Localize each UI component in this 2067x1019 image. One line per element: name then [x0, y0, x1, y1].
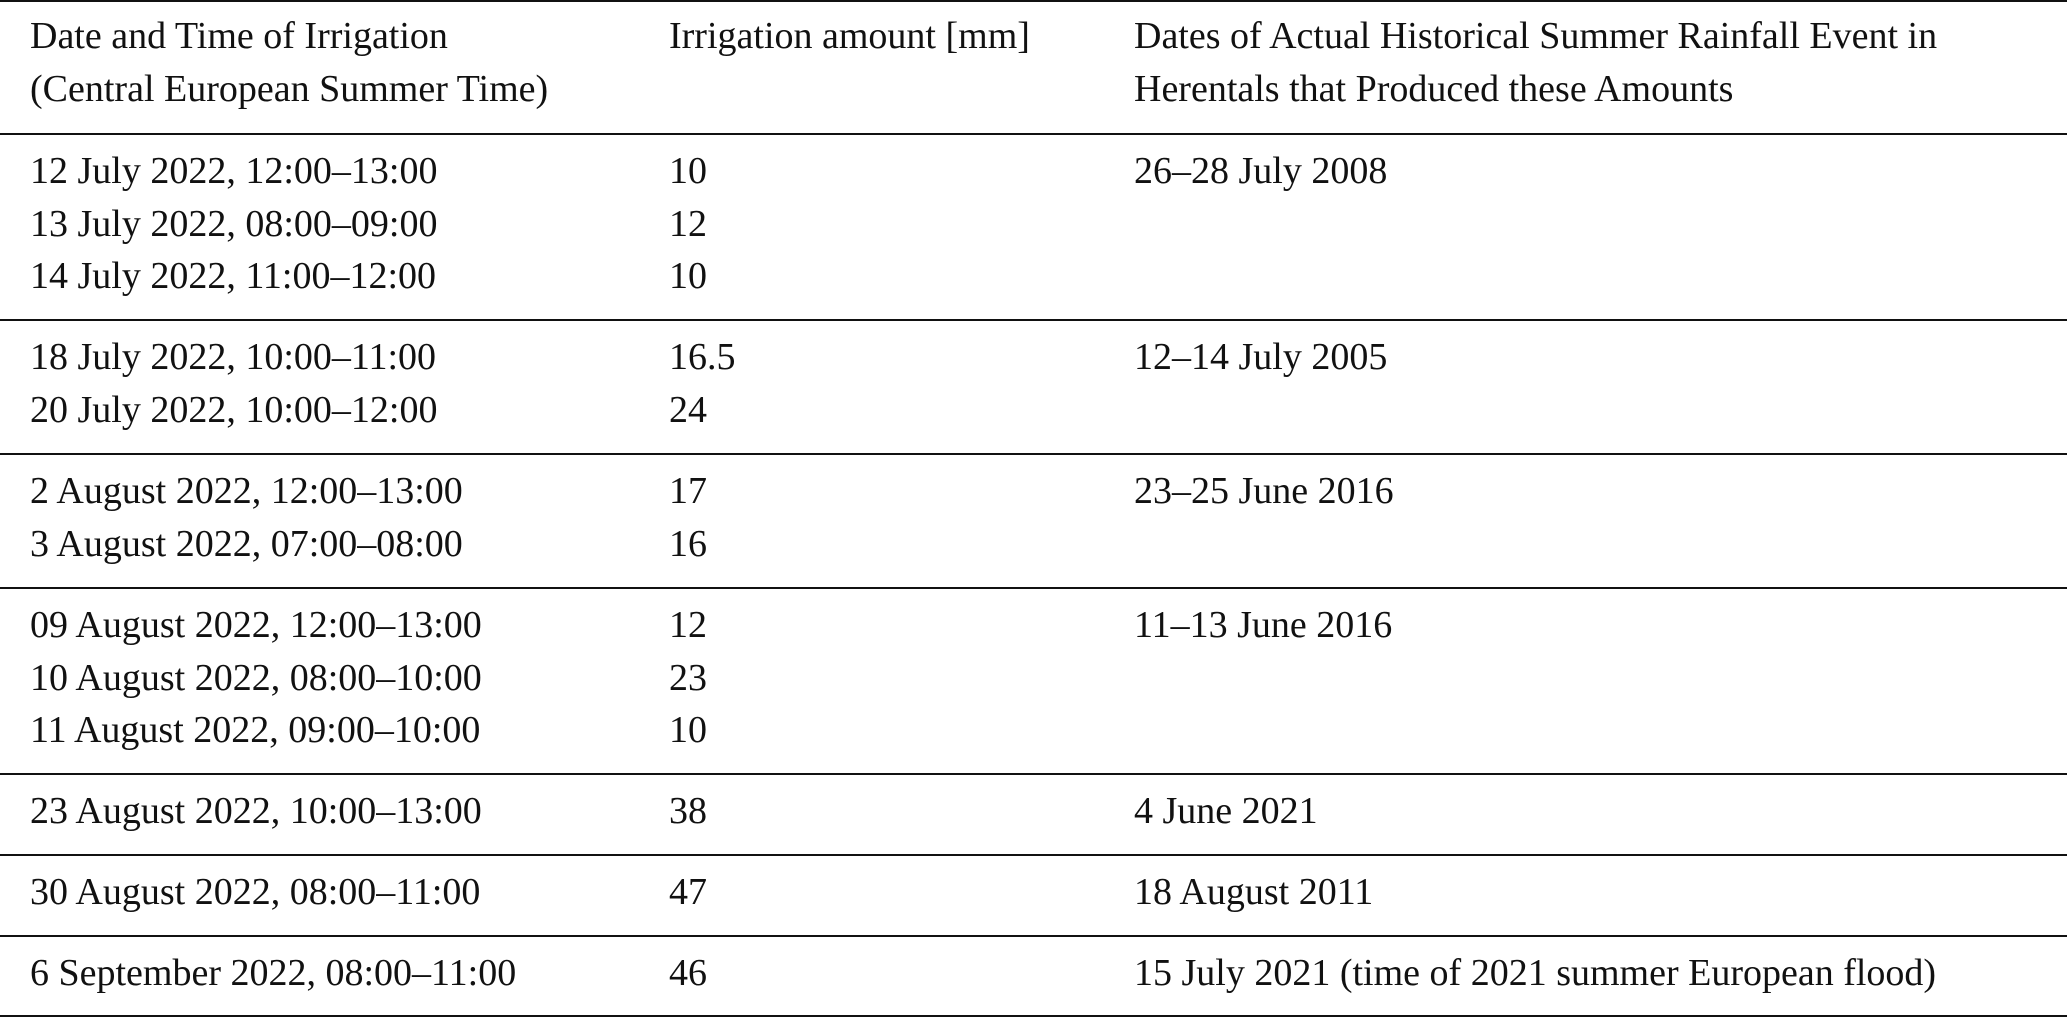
table-row-amount: 10	[669, 255, 707, 297]
table-row-event: 18 August 2011	[1134, 871, 1374, 913]
table-row-amount: 24	[669, 388, 707, 431]
group-7-amounts	[669, 947, 707, 1000]
group-4-times	[30, 599, 482, 757]
group-1-event	[1134, 145, 1387, 198]
group-2-times	[30, 331, 437, 436]
group-2-event	[1134, 331, 1387, 384]
table-row-amount: 47	[669, 871, 707, 913]
table-row-time: 10 August 2022, 08:00–10:00	[30, 656, 482, 699]
table-row-time: 14 July 2022, 11:00–12:00	[30, 255, 437, 297]
group-1-amounts	[669, 145, 707, 303]
table-row-event: 11–13 June 2016	[1134, 604, 1393, 646]
table-row-amount: 17	[669, 470, 707, 512]
table-row-time: 09 August 2022, 12:00–13:00	[30, 604, 482, 646]
header-irrigation-amount-line-1: Irrigation amount [mm]	[669, 15, 1030, 57]
table-row-amount: 46	[669, 952, 707, 994]
table-row-time: 23 August 2022, 10:00–13:00	[30, 790, 482, 832]
table-row-amount: 10	[669, 150, 707, 192]
group-rule	[0, 453, 2067, 455]
table-row-event: 4 June 2021	[1134, 790, 1318, 832]
group-rule	[0, 935, 2067, 937]
table-top-rule	[0, 0, 2067, 2]
group-3-event	[1134, 465, 1394, 518]
table-row-time: 11 August 2022, 09:00–10:00	[30, 709, 481, 751]
table-row-amount: 38	[669, 790, 707, 832]
group-3-times	[30, 465, 463, 570]
group-4-event	[1134, 599, 1392, 652]
table-row-time: 18 July 2022, 10:00–11:00	[30, 336, 437, 378]
header-historical-event-line-1: Dates of Actual Historical Summer Rainfall Event in	[1134, 15, 1938, 57]
table-row-time: 30 August 2022, 08:00–11:00	[30, 871, 481, 913]
table-row-event: 23–25 June 2016	[1134, 470, 1394, 512]
group-6-times	[30, 866, 480, 919]
group-5-event	[1134, 785, 1318, 838]
group-6-amounts	[669, 866, 707, 919]
group-6-event	[1134, 866, 1373, 919]
group-4-amounts	[669, 599, 707, 757]
group-5-amounts	[669, 785, 707, 838]
header-date-time-line-2: (Central European Summer Time)	[30, 67, 549, 110]
header-historical-event-line-2: Herentals that Produced these Amounts	[1134, 67, 1734, 110]
table-row-time: 20 July 2022, 10:00–12:00	[30, 388, 438, 431]
table-row-event: 26–28 July 2008	[1134, 150, 1388, 192]
group-rule	[0, 319, 2067, 321]
table-row-time: 2 August 2022, 12:00–13:00	[30, 470, 463, 512]
group-3-amounts	[669, 465, 707, 570]
table-row-amount: 16.5	[669, 336, 736, 378]
table-bottom-rule	[0, 1015, 2067, 1017]
group-2-amounts	[669, 331, 736, 436]
header-date-time-line-1: Date and Time of Irrigation	[30, 15, 448, 57]
group-rule	[0, 854, 2067, 856]
table-row-amount: 16	[669, 522, 707, 565]
table-row-amount: 10	[669, 709, 707, 751]
group-7-event	[1134, 947, 1936, 1000]
table-row-time: 6 September 2022, 08:00–11:00	[30, 952, 517, 994]
table-row-amount: 12	[669, 202, 707, 245]
group-rule	[0, 587, 2067, 589]
group-5-times	[30, 785, 482, 838]
table-row-time: 3 August 2022, 07:00–08:00	[30, 522, 463, 565]
header-irrigation-amount	[669, 10, 1030, 63]
group-1-times	[30, 145, 437, 303]
table-row-event: 15 July 2021 (time of 2021 summer European flood)	[1134, 952, 1937, 994]
table-row-time: 13 July 2022, 08:00–09:00	[30, 202, 438, 245]
header-historical-event	[1134, 10, 1937, 115]
header-date-time	[30, 10, 548, 115]
group-7-times	[30, 947, 516, 1000]
group-rule	[0, 773, 2067, 775]
table-row-amount: 12	[669, 604, 707, 646]
header-rule	[0, 133, 2067, 135]
table-row-time: 12 July 2022, 12:00–13:00	[30, 150, 438, 192]
table-row-event: 12–14 July 2005	[1134, 336, 1388, 378]
table-row-amount: 23	[669, 656, 707, 699]
